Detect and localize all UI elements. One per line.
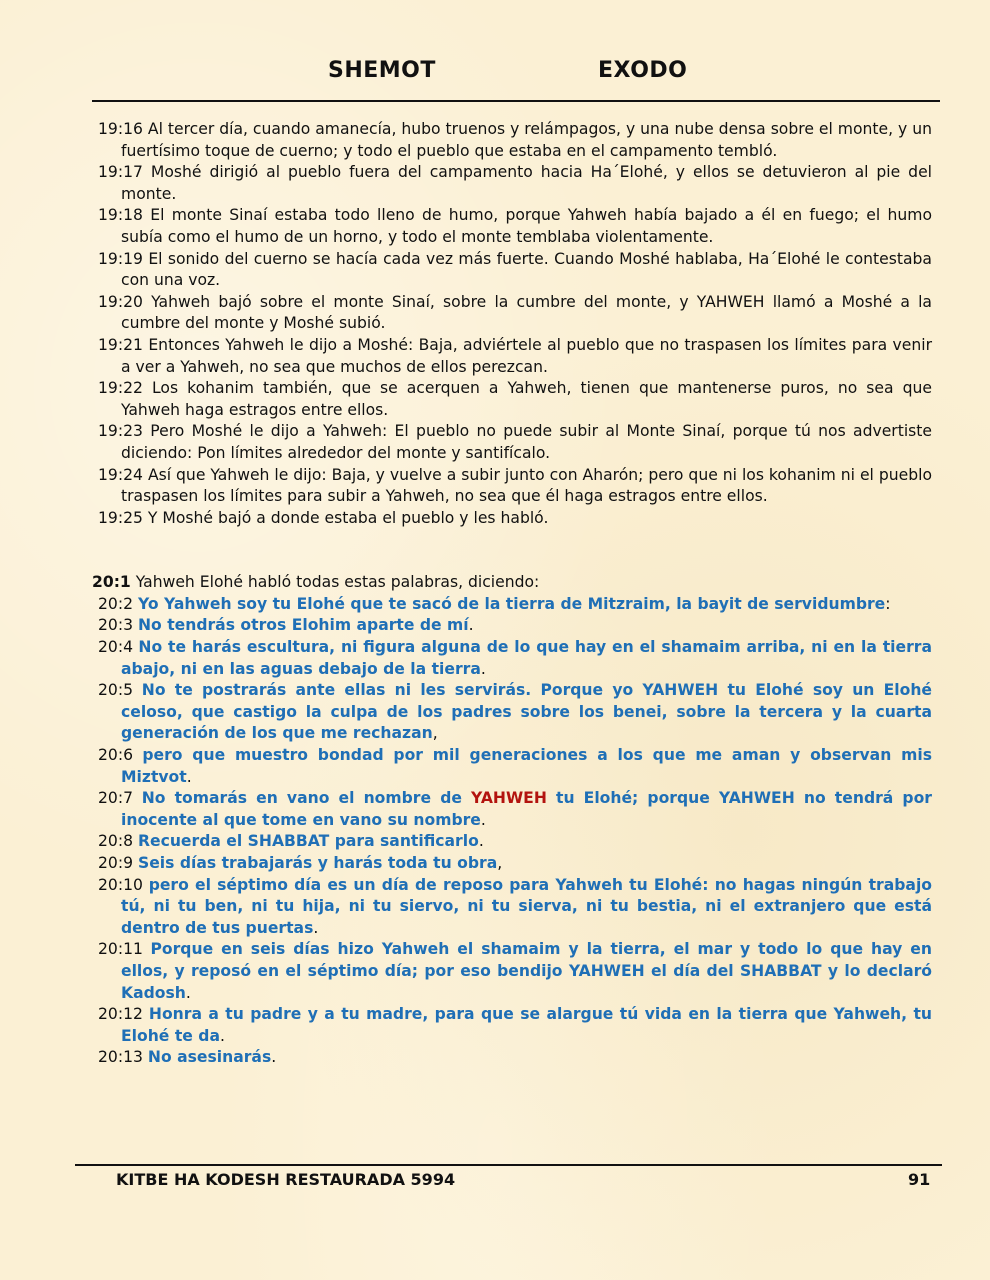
book-title-hebrew: SHEMOT [328,58,436,83]
footer-title: KITBE HA KODESH RESTAURADA 5994 [116,1170,456,1189]
verse: 19:24 Así que Yahweh le dijo: Baja, y vuelve a subir junto con Aharón; pero que ni los kohanim ni el pueblo traspasen los límites para subir a Yahweh, no sea que él haga estragos entre ellos. [98,465,932,506]
verse: 20:6 pero que muestro bondad por mil generaciones a los que me aman y observan mis Miztvot. [98,746,932,786]
footer-rule [75,1164,942,1166]
verse: 20:3 No tendrás otros Elohim aparte de mí. [98,616,474,635]
verse: 20:5 No te postrarás ante ellas ni les servirás. Porque yo YAHWEH tu Elohé soy un Elohé celoso, que castigo la culpa de los padres sobre los benei, sobre la tercera y la cuarta generación de los que me rechazan, [98,681,932,743]
scripture-text [92,119,932,1069]
verse: 19:21 Entonces Yahweh le dijo a Moshé: Baja, adviértele al pueblo que no traspasen los límites para venir a ver a Yahweh, no sea que muchos de ellos perezcan. [98,335,932,376]
verse: 20:13 No asesinarás. [98,1048,277,1067]
verse: 19:25 Y Moshé bajó a donde estaba el pueblo y les habló. [98,508,549,527]
verse: 20:8 Recuerda el SHABBAT para santificarlo. [98,832,484,851]
header-rule [92,100,940,102]
page-number: 91 [908,1170,931,1189]
verse: 20:4 No te harás escultura, ni figura alguna de lo que hay en el shamaim arriba, ni en la tierra abajo, ni en las aguas debajo de la tierra. [98,638,932,678]
page-footer [0,1170,990,1194]
book-title-spanish: EXODO [598,58,688,83]
verse: 19:16 Al tercer día, cuando amanecía, hubo truenos y relámpagos, y una nube densa sobre el monte, y un fuertísimo toque de cuerno; y todo el pueblo que estaba en el campamento tembló. [98,120,932,160]
chapter-intro: 20:1 Yahweh Elohé habló todas estas palabras, diciendo: [92,573,540,592]
divine-name-highlight: YAHWEH [471,789,547,808]
page-header [0,58,990,92]
verse: 20:9 Seis días trabajarás y harás toda tu obra, [98,854,503,872]
verse: 19:18 El monte Sinaí estaba todo lleno de humo, porque Yahweh había bajado a él en fuego; el humo subía como el humo de un horno, y todo el monte temblaba violentamente. [98,206,932,246]
verse: 20:10 pero el séptimo día es un día de reposo para Yahweh tu Elohé: no hagas ningún trabajo tú, ni tu ben, ni tu hija, ni tu siervo, ni tu sierva, ni tu bestia, ni el extranjero que está dentro de tus puertas. [98,875,932,937]
verse: 19:23 Pero Moshé le dijo a Yahweh: El pueblo no puede subir al Monte Sinaí, porque tú nos advertiste diciendo: Pon límites alrededor del monte y santifícalo. [98,422,932,462]
section-gap [92,529,932,572]
verse: 19:22 Los kohanim también, que se acerquen a Yahweh, tienen que mantenerse puros, no sea que Yahweh haga estragos entre ellos. [98,379,932,419]
verse: 20:7 No tomarás en vano el nombre de YAHWEH tu Elohé; porque YAHWEH no tendrá por inocente al que tome en vano su nombre. [98,789,932,829]
verse: 19:17 Moshé dirigió al pueblo fuera del campamento hacia Ha´Elohé, y ellos se detuvieron al pie del monte. [98,163,932,203]
verse: 19:20 Yahweh bajó sobre el monte Sinaí, sobre la cumbre del monte, y YAHWEH llamó a Moshé a la cumbre del monte y Moshé subió. [98,292,932,333]
verse: 20:11 Porque en seis días hizo Yahweh el shamaim y la tierra, el mar y todo lo que hay en ellos, y reposó en el séptimo día; por eso bendijo YAHWEH el día del SHABBAT y lo declaró Kadosh. [98,940,932,1002]
verse: 20:2 Yo Yahweh soy tu Elohé que te sacó de la tierra de Mitzraim, la bayit de servidumbre: [98,594,891,613]
verse: 19:19 El sonido del cuerno se hacía cada vez más fuerte. Cuando Moshé hablaba, Ha´Elohé le contestaba con una voz. [98,249,932,290]
verse: 20:12 Honra a tu padre y a tu madre, para que se alargue tú vida en la tierra que Yahweh, tu Elohé te da. [98,1005,933,1045]
